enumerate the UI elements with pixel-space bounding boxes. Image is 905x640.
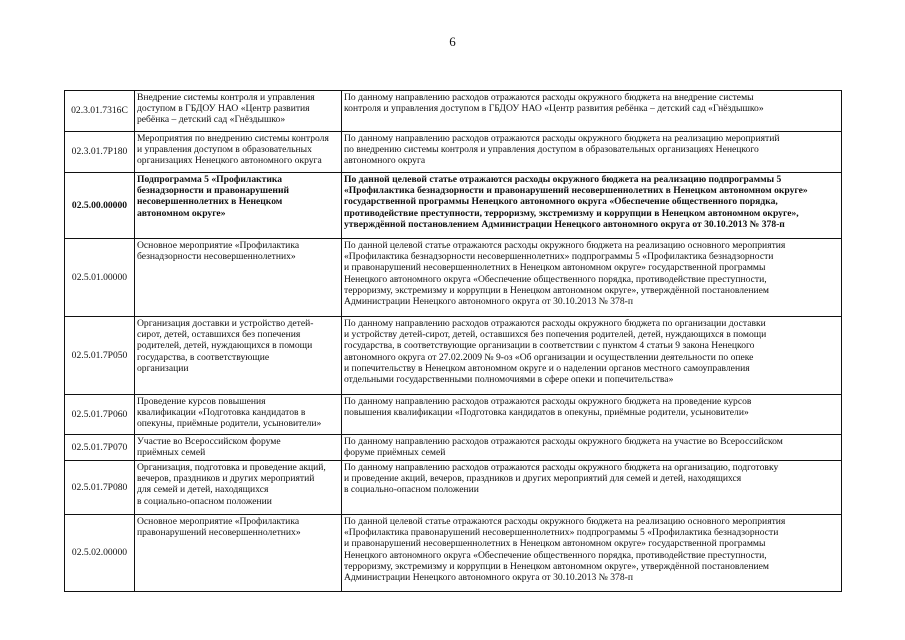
- row-name: Мероприятия по внедрению системы контроля и управления доступом в образовательных организациях Ненецкого автономного округа: [135, 132, 342, 173]
- row-name: Основное мероприятие «Профилактика правонарушений несовершеннолетних»: [135, 515, 342, 592]
- row-name: Проведение курсов повышения квалификации «Подготовка кандидатов в опекуны, приёмные родители, усыновители»: [135, 395, 342, 435]
- row-code: 02.5.01.7Р080: [65, 461, 135, 515]
- row-description: По данному направлению расходов отражаются расходы окружного бюджета на участие во Всероссийском форуме приёмных семей: [342, 435, 842, 461]
- row-description: По данному направлению расходов отражаются расходы окружного бюджета по организации доставки и устройству детей-сирот, детей, оставшихся без попечения родителей, детей, нуждающихся в помощи государства, в соответствующие организации в соответствии с пунктом 4 статьи 9 закона Ненецкого автономного округа от 27.02.2009 № 9-оз «Об организации и осуществлении деятельности по опеке и попечительству в Ненецком автономном округе и о наделении органов местного самоуправления отдельными государственными полномочиями в сфере опеки и попечительства»: [342, 317, 842, 395]
- row-code: 02.5.01.00000: [65, 239, 135, 317]
- row-name: Подпрограмма 5 «Профилактика безнадзорности и правонарушений несовершеннолетних в Ненецком автономном округе»: [135, 173, 342, 239]
- budget-classification-table: [64, 90, 842, 592]
- row-code: 02.5.01.7Р070: [65, 435, 135, 461]
- table-row: [65, 173, 842, 239]
- row-description: По данной целевой статье отражаются расходы окружного бюджета на реализацию подпрограммы 5 «Профилактика безнадзорности и правонарушений несовершеннолетних в Ненецком автономном округе» государственной программы Ненецкого автономного округа «Обеспечение общественного порядка, противодействие преступности, терроризму, экстремизму и коррупции в Ненецком автономном округе», утверждённой постановлением Администрации Ненецкого автономного округа от 30.10.2013 № 378-п: [342, 173, 842, 239]
- row-code: 02.3.01.7316С: [65, 91, 135, 132]
- table-row: [65, 435, 842, 461]
- row-description: По данному направлению расходов отражаются расходы окружного бюджета на реализацию мероприятий по внедрению системы контроля и управления доступом в образовательных организациях Ненецкого автономного округа: [342, 132, 842, 173]
- row-description: По данной целевой статье отражаются расходы окружного бюджета на реализацию основного мероприятия «Профилактика правонарушений несовершеннолетних» подпрограммы 5 «Профилактика безнадзорности и правонарушений несовершеннолетних в Ненецком автономном округе» государственной программы Ненецкого автономного округа «Обеспечение общественного порядка, противодействие преступности, терроризму, экстремизму и коррупции в Ненецком автономном округе», утверждённой постановлением Администрации Ненецкого автономного округа от 30.10.2013 № 378-п: [342, 515, 842, 592]
- row-description: По данному направлению расходов отражаются расходы окружного бюджета на проведение курсов повышения квалификации «Подготовка кандидатов в опекуны, приёмные родители, усыновители»: [342, 395, 842, 435]
- row-code: 02.5.01.7Р050: [65, 317, 135, 395]
- row-name: Организация доставки и устройство детей- сирот, детей, оставшихся без попечения родителей, детей, нуждающихся в помощи государства, в соответствующие организации: [135, 317, 342, 395]
- row-code: 02.5.00.00000: [65, 173, 135, 239]
- table-row: [65, 461, 842, 515]
- row-description: По данному направлению расходов отражаются расходы окружного бюджета на организацию, подготовку и проведение акций, вечеров, праздников и других мероприятий для семей и детей, находящихся в социально-опасном положении: [342, 461, 842, 515]
- row-code: 02.3.01.7Р180: [65, 132, 135, 173]
- row-description: По данной целевой статье отражаются расходы окружного бюджета на реализацию основного мероприятия «Профилактика безнадзорности несовершеннолетних» подпрограммы 5 «Профилактика безнадзорности и правонарушений несовершеннолетних в Ненецком автономном округе» государственной программы Ненецкого автономного округа «Обеспечение общественного порядка, противодействие преступности, терроризму, экстремизму и коррупции в Ненецком автономном округе», утверждённой постановлением Администрации Ненецкого автономного округа от 30.10.2013 № 378-п: [342, 239, 842, 317]
- page-number: 6: [449, 34, 456, 49]
- table-row: [65, 395, 842, 435]
- row-name: Внедрение системы контроля и управления доступом в ГБДОУ НАО «Центр развития ребёнка – детский сад «Гнёздышко»: [135, 91, 342, 132]
- table-row: [65, 132, 842, 173]
- row-code: 02.5.01.7Р060: [65, 395, 135, 435]
- row-name: Организация, подготовка и проведение акций, вечеров, праздников и других мероприятий для семей и детей, находящихся в социально-опасном положении: [135, 461, 342, 515]
- table-row: [65, 317, 842, 395]
- table-row: [65, 239, 842, 317]
- row-name: Основное мероприятие «Профилактика безнадзорности несовершеннолетних»: [135, 239, 342, 317]
- table-row: [65, 515, 842, 592]
- row-name: Участие во Всероссийском форуме приёмных семей: [135, 435, 342, 461]
- table-row: [65, 91, 842, 132]
- row-description: По данному направлению расходов отражаются расходы окружного бюджета на внедрение системы контроля и управления доступом в ГБДОУ НАО «Центр развития ребёнка – детский сад «Гнёздышко»: [342, 91, 842, 132]
- row-code: 02.5.02.00000: [65, 515, 135, 592]
